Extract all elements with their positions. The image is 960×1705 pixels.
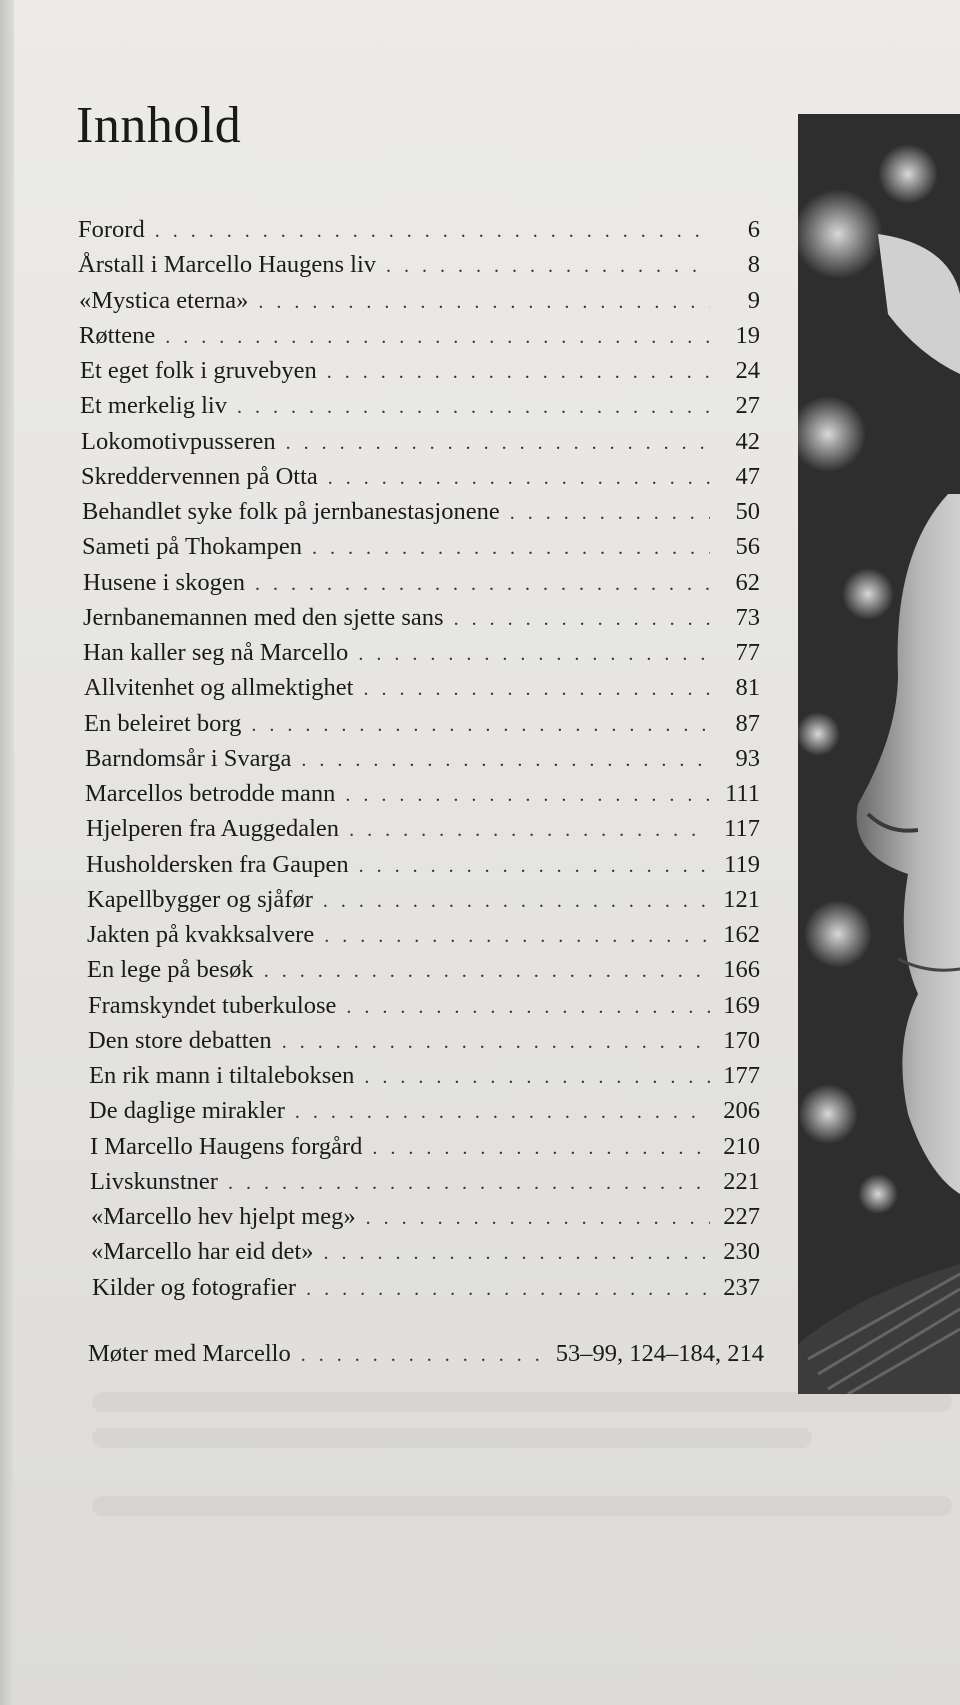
page-title: Innhold [76,97,242,154]
leader-dots [286,432,710,455]
toc-entry-label: Allvitenhet og allmektighet [84,674,354,702]
toc-entry [87,921,760,956]
toc-entry [92,1274,760,1309]
toc-entry [81,428,760,463]
toc-entry [83,639,760,674]
leader-dots [323,890,710,913]
toc-entry-page: 19 [735,321,760,349]
toc-entry-label: Forord [78,216,145,243]
toc-entry-page: 93 [735,744,760,772]
toc-entry-page: 230 [723,1238,760,1266]
toc-entry-label: Jernbanemannen med den sjette sans [83,603,444,631]
toc-entry-label: En beleiret borg [84,709,242,737]
toc-entry [88,992,760,1027]
toc-entry [86,851,760,886]
leader-dots [264,960,710,983]
toc-entry-label: Den store debatten [88,1026,272,1054]
leader-dots [349,819,710,842]
toc-entry-label: Marcellos betrodde mann [85,780,336,807]
toc-entry-label: Årstall i Marcello Haugens liv [78,251,377,279]
leader-dots [346,996,710,1019]
toc-entry-label: Hjelperen fra Auggedalen [86,815,340,843]
toc-entry-page: 119 [724,850,760,878]
toc-entry [87,956,760,991]
toc-entry-label: «Marcello har eid det» [91,1238,314,1266]
toc-entry-label: Husene i skogen [83,568,245,596]
toc-entry [80,392,760,427]
toc-entry-label: Et merkelig liv [80,392,227,420]
toc-entry-page: 111 [725,780,760,807]
toc-entry-page: 206 [723,1097,760,1125]
toc-entry-label: Behandlet syke folk på jernbanestasjonene [82,498,500,525]
leader-dots [282,1031,710,1054]
toc-entry [91,1238,760,1273]
toc-entry-label: Kapellbygger og sjåfør [87,885,313,913]
portrait-photo-icon [798,114,960,1394]
toc-entry-page: 162 [723,921,760,948]
leader-dots [228,1172,710,1195]
toc-entry-page: 47 [735,462,760,490]
toc-entry-page: 170 [723,1026,760,1054]
toc-entry-label: Lokomotivpusseren [81,427,276,455]
show-through-text [92,1392,952,1412]
toc-entry-label: Framskyndet tuberkulose [88,991,337,1019]
toc-entry-page: 42 [735,427,760,455]
leader-dots [301,1344,546,1367]
toc-entry [87,886,760,921]
leader-dots [454,608,710,631]
leader-dots [237,396,710,419]
toc-entry-page: 121 [723,885,760,913]
toc-entry [83,569,760,604]
toc-entry [83,604,760,639]
toc-entry [90,1133,760,1168]
toc-entry [86,815,760,850]
toc-entry [84,674,760,709]
leader-dots [165,326,710,349]
toc-entry-page: 77 [735,639,760,666]
leader-dots [358,643,710,666]
leader-dots [363,678,710,701]
toc-entry-page: 166 [723,956,760,984]
toc-entry-page: 73 [735,603,760,631]
leader-dots [324,925,710,948]
toc-entry-label: Skreddervennen på Otta [81,462,318,490]
page-gutter [0,0,14,1705]
toc-entry-label: Røttene [79,321,156,349]
toc-entry [89,1097,760,1132]
toc-entry-page: 6 [747,216,760,243]
toc-entry [80,357,760,392]
leader-dots [327,361,710,384]
toc-entry-page: 81 [735,674,760,702]
toc-entry-label: De daglige mirakler [89,1097,285,1125]
toc-entry [79,322,760,357]
toc-extra-pages: 53–99, 124–184, 214 [555,1340,764,1367]
toc-entry-page: 62 [735,568,760,596]
leader-dots [364,1066,710,1089]
toc-entry [90,1168,760,1203]
toc-entry-label: «Mystica eterna» [79,286,249,314]
leader-dots [386,255,710,278]
leader-dots [301,749,710,772]
toc-entry-page: 117 [724,815,760,843]
toc-entry-label: Kilder og fotografier [92,1273,297,1301]
leader-dots [295,1101,710,1124]
show-through-text [92,1496,952,1516]
toc-entry-label: En rik mann i tiltaleboksen [89,1062,355,1089]
toc-entry [88,1027,760,1062]
toc-entry [81,463,760,498]
toc-entry-page: 27 [735,392,760,420]
leader-dots [359,855,710,878]
toc-entry-label: Han kaller seg nå Marcello [83,639,349,666]
toc-entry-page: 169 [723,991,760,1019]
leader-dots [255,573,710,596]
show-through-text [92,1428,812,1448]
toc-entry-page: 9 [747,286,760,314]
toc-entry-page: 221 [723,1167,760,1195]
toc-entry [78,216,760,251]
toc-entry-label: Livskunstner [90,1167,218,1195]
toc-entry [89,1062,760,1097]
toc-entry [78,251,760,286]
toc-entry-page: 177 [723,1062,760,1089]
toc-entry-page: 210 [723,1132,760,1160]
toc-entry-page: 56 [735,533,760,561]
leader-dots [345,784,710,807]
toc-entry-label: Et eget folk i gruvebyen [80,357,317,384]
leader-dots [306,1278,710,1301]
toc-entry-label: Jakten på kvakksalvere [87,921,315,948]
toc-extra-label: Møter med Marcello [88,1340,291,1367]
leader-dots [323,1242,710,1265]
table-of-contents [78,216,760,1309]
toc-entry [84,710,760,745]
leader-dots [155,220,710,243]
toc-entry-page: 8 [747,251,760,279]
toc-entry-page: 24 [735,357,760,384]
toc-entry-label: Sameti på Thokampen [82,533,302,561]
toc-entry-page: 50 [735,498,760,525]
toc-entry [91,1203,760,1238]
toc-entry-label: «Marcello hev hjelpt meg» [91,1203,356,1230]
leader-dots [510,502,710,525]
leader-dots [366,1207,710,1230]
toc-extra-entry [88,1340,764,1368]
toc-entry [82,498,760,533]
toc-entry-page: 227 [723,1203,760,1230]
toc-entry-label: Barndomsår i Svarga [85,744,292,772]
toc-entry [82,533,760,568]
toc-entry [85,780,760,815]
leader-dots [251,714,710,737]
leader-dots [372,1137,710,1160]
toc-entry [79,287,760,322]
toc-entry-label: En lege på besøk [87,956,254,984]
toc-entry [85,745,760,780]
leader-dots [328,467,710,490]
toc-entry-label: Husholdersken fra Gaupen [86,850,349,878]
toc-entry-page: 237 [723,1273,760,1301]
toc-entry-page: 87 [735,709,760,737]
leader-dots [312,537,710,560]
leader-dots [258,291,710,314]
toc-entry-label: I Marcello Haugens forgård [90,1132,363,1160]
